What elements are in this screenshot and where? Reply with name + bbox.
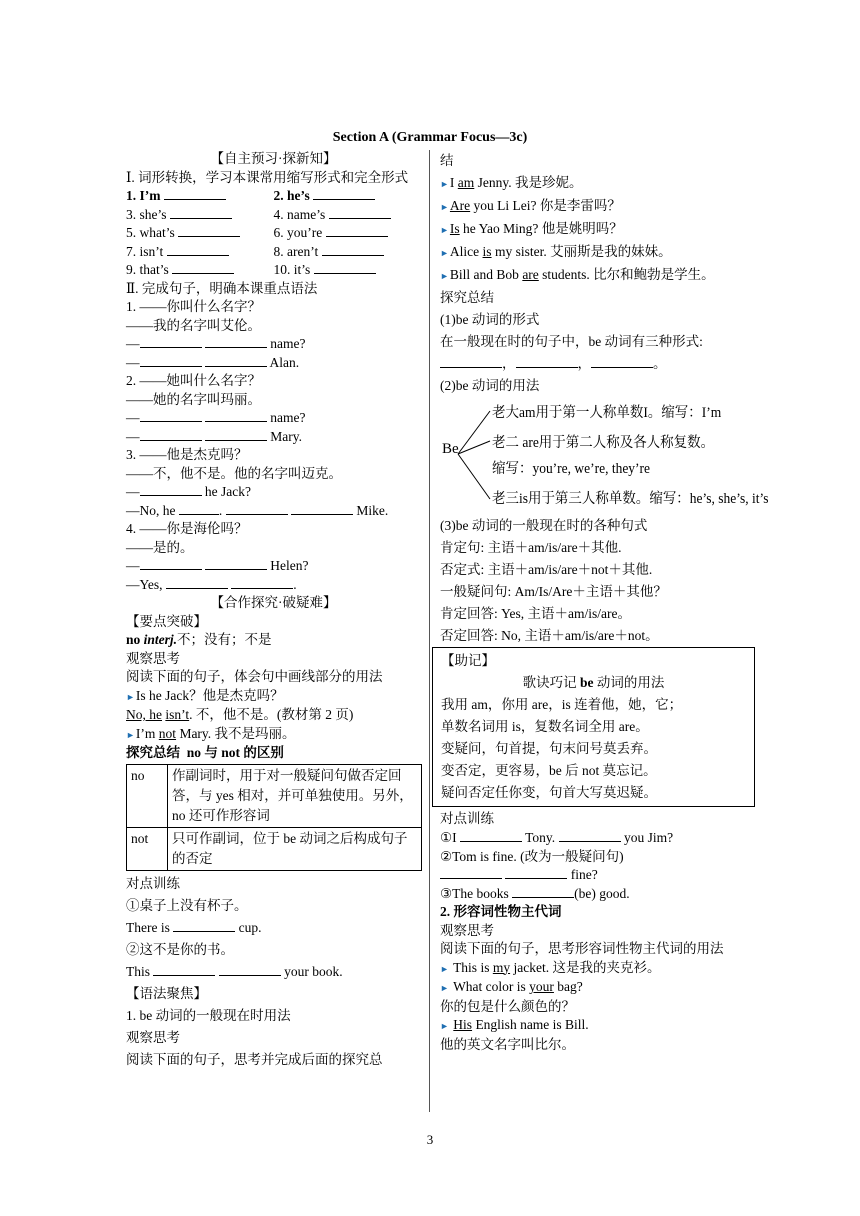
word-item: 1. I’m [126,188,161,203]
answer-blank[interactable] [326,224,388,237]
answer-blank[interactable] [512,885,574,898]
left-column [126,150,421,1071]
prompt-text: This [126,963,151,979]
sentence-text: my sister. 艾丽斯是我的妹妹。 [491,244,672,259]
answer-blank[interactable] [205,409,267,422]
question-2-answer-cn: ——她的名字叫玛丽。 [126,391,261,407]
drill-2-cn: ②这不是你的书。 [126,941,234,957]
mnemonic-line: 变否定，更容易，be 后 not 莫忘记。 [441,763,657,778]
mnemonic-title: 【助记】 [441,653,495,668]
triangle-bullet-icon: ► [440,202,449,212]
summary-label: 探究总结 [440,290,494,305]
pattern-negative: 否定式: 主语＋am/is/are＋not＋其他. [440,562,653,577]
subtitle-text: 动词的用法 [593,675,665,690]
form-3-title: (3)be 动词的一般现在时的各种句式 [440,518,648,533]
example-sentence [126,687,421,707]
sentence-text: bag? [553,979,583,994]
diagram-line-are: 老二 are用于第二人称及各人称复数。 [492,435,715,451]
example-sentence [440,195,745,218]
observe-text: 阅读下面的句子，思考并完成后面的探究总 [126,1051,383,1067]
pattern-yes-answer: 肯定回答: Yes, 主语＋am/is/are。 [440,606,631,621]
answer-blank[interactable] [322,243,384,256]
no-not-table [126,764,422,871]
word-item: 9. that’s [126,262,169,277]
underlined-text: Is [449,221,460,236]
answer-blank[interactable] [314,261,376,274]
headword: no [126,632,141,647]
example-sentence [126,725,421,745]
answer-blank[interactable] [231,576,293,589]
form-1-text: 在一般现在时的句子中，be 动词有三种形式: ， ， 。 [440,334,703,371]
diagram-line-is: 老三is用于第三人称单数。缩写：he’s, she’s, it’s [492,491,769,507]
word-item: 7. isn’t [126,243,164,259]
answer-blank[interactable] [140,428,202,441]
question-2-line: — Mary. [126,428,302,444]
table-row [127,827,422,870]
mnemonic-line: 变疑问，句首提，句末问号莫丢弃。 [441,741,657,756]
answer-blank[interactable] [140,354,202,367]
prompt-text: fine? [570,867,598,882]
answer-blank[interactable] [205,557,267,570]
example-sentence [440,218,745,241]
question-4-line [126,576,421,595]
answer-blank[interactable] [205,335,267,348]
answer-blank[interactable] [173,919,235,932]
observe-text: 阅读下面的句子，体会句中画线部分的用法 [126,669,383,684]
underlined-text: your [529,979,554,994]
answer-blank[interactable] [460,829,522,842]
observe-label: 观察思考 [126,650,180,666]
prompt-text: . [293,576,297,592]
underlined-text: are [522,267,539,282]
sentence-text: Is he Jack？他是杰克吗？ [135,687,284,703]
prompt-text: Tony. [525,830,556,845]
answer-blank[interactable] [226,502,288,515]
drill-label: 对点训练 [440,811,494,826]
prompt-text: you Jim? [623,830,674,845]
example-translation: 你的包是什么颜色的？ [440,998,575,1014]
summary-label: 探究总结 [126,745,180,760]
diagram-line-am: 老大am用于第一人称单数I。缩写：I’m [492,405,722,421]
prompt-text: Helen? [270,558,309,573]
answer-blank[interactable] [178,224,240,237]
triangle-bullet-icon: ► [440,179,449,189]
question-1-line: — name? [126,336,306,351]
sentence-text: Alice [449,244,483,259]
observe-label: 观察思考 [126,1029,180,1045]
example-sentence [440,959,745,979]
word-row [126,224,421,243]
form-2-title: (2)be 动词的用法 [440,378,540,393]
example-sentence [440,1016,745,1036]
answer-blank[interactable] [516,355,578,368]
example-sentence [440,241,745,264]
sentence-text: you Li Lei? 你是李雷吗？ [470,198,621,213]
part1-list [126,187,421,280]
question-2-line: — name? [126,410,306,425]
underlined-text: No, he [126,707,162,722]
grammar-header: 【语法聚焦】 [126,985,207,1001]
continued-text: 结 [440,153,454,168]
answer-blank[interactable] [205,354,267,367]
word-row [126,206,421,225]
question-3-line [126,502,421,521]
answer-blank[interactable] [440,866,502,879]
pattern-no-answer: 否定回答: No, 主语＋am/is/are＋not。 [440,628,659,643]
prompt-text: he Jack? [204,484,251,499]
sentence-text: 在一般现在时的句子中，be 动词有三种形式: [440,334,703,349]
sentence-text: English name is Bill. [472,1017,589,1032]
word-item: 10. it’s [273,262,311,277]
sentence-text: . 不，他不是。(教材第 2 页) [189,707,354,722]
example-translation: 他的英文名字叫比尔。 [440,1036,575,1052]
triangle-bullet-icon: ► [440,248,449,258]
be-usage-diagram [440,399,769,513]
underlined-text: is [482,244,492,259]
prompt-text: cup. [238,919,262,935]
drill-2: ②Tom is fine. (改为一般疑问句) [440,848,624,864]
table-desc: 只可作副词，位于 be 动词之后构成句子的否定 [168,827,422,870]
summary-line [126,744,421,763]
word-row [126,261,421,280]
sentence-text: Jenny. 我是珍妮。 [474,175,583,190]
mnemonic-line: 单数名词用 is，复数名词全用 are。 [441,719,649,734]
question-4-line: — Helen? [126,558,309,573]
section-title: Section A (Grammar Focus—3c) [332,130,528,145]
drill-2-en [126,961,421,983]
table-row [127,764,422,827]
underlined-text: Are [449,198,471,213]
subtitle-text: 歌诀巧记 [522,675,580,690]
page-number: 3 [426,1132,434,1147]
word-item: 8. aren’t [273,243,319,259]
answer-blank[interactable] [179,502,219,515]
table-key: no [127,764,168,827]
answer-blank[interactable] [291,502,353,515]
prompt-text: (be) good. [574,885,630,901]
answer-blank[interactable] [140,409,202,422]
question-1-line: — Alan. [126,354,300,370]
answer-blank[interactable] [205,428,267,441]
diagram-line-are-contractions: 缩写：you’re, we’re, they’re [492,461,651,477]
word-item: 4. name’s [273,206,326,222]
word-item: 2. he’s [273,188,310,203]
preview-header: 【自主预习·探新知】 [210,151,337,166]
part2-title: Ⅱ. 完成句子，明确本课重点语法 [126,280,318,296]
question-2-cn: 2. ——她叫什么名字？ [126,373,261,388]
answer-blank[interactable] [164,187,226,200]
mnemonic-line: 疑问否定任你变，句首大写莫迟疑。 [441,785,657,800]
drill-2-line [440,866,745,885]
column-divider [429,150,430,1112]
drill-1-cn: ①桌子上没有杯子。 [126,897,248,913]
word-item: 5. what’s [126,225,175,240]
sentence-text: This is [453,959,493,975]
question-3-line: — he Jack? [126,484,251,499]
observe-text: 阅读下面的句子，思考形容词性物主代词的用法 [440,941,724,956]
prompt-text: —No, he [126,502,176,518]
answer-blank[interactable] [219,963,281,976]
sentence-text: he Yao Ming? 他是姚明吗？ [459,221,623,236]
meaning: 不；没有；不是 [177,632,272,647]
word-row [126,187,421,206]
underlined-text: my [492,959,511,975]
prompt-text: Mike. [356,502,389,518]
prompt-text: Alan. [269,354,300,370]
prompt-text: ③The books [440,885,509,901]
question-1-cn: 1. ——你叫什么名字？ [126,299,261,314]
sentence-text: students. 比尔和鲍勃是学生。 [538,267,715,282]
prompt-text: ①I [440,830,457,845]
drill-label: 对点训练 [126,875,180,891]
part-of-speech: interj. [143,632,178,647]
pattern-question: 一般疑问句: Am/Is/Are＋主语＋其他？ [440,584,667,599]
pattern-affirmative: 肯定句: 主语＋am/is/are＋其他. [440,540,622,555]
answer-blank[interactable] [153,963,215,976]
answer-blank[interactable] [172,261,234,274]
triangle-bullet-icon: ► [440,271,449,281]
answer-blank[interactable] [170,206,232,219]
prompt-text: . [218,502,223,518]
grammar-2-title: 2. 形容词性物主代词 [440,904,562,919]
answer-blank[interactable] [167,243,229,256]
mnemonic-subtitle [441,672,746,694]
no-definition [126,631,421,650]
triangle-bullet-icon: ► [440,963,449,974]
word-item: 6. you’re [273,225,323,240]
answer-blank[interactable] [505,866,567,879]
observe-label: 观察思考 [440,922,494,938]
example-sentence [440,978,745,998]
mnemonic-line: 我用 am，你用 are，is 连着他，她，它； [441,697,683,712]
key-points-header: 【要点突破】 [126,613,207,629]
answer-blank[interactable] [559,829,621,842]
summary-title: no 与 not 的区别 [186,745,284,760]
sentence-text: Bill and Bob [449,267,523,282]
answer-blank[interactable] [313,187,375,200]
prompt-text: name? [270,336,306,351]
explore-header: 【合作探究·破疑难】 [210,595,337,610]
question-4-cn: 4. ——你是海伦吗？ [126,521,248,536]
example-sentence [126,706,421,725]
table-desc: 作副词时，用于对一般疑问句做否定回答，与 yes 相对，并可单独使用。另外，no 还可作形容词 [168,764,422,827]
answer-blank[interactable] [329,206,391,219]
word-row [126,243,421,262]
answer-blank[interactable] [591,355,653,368]
right-column [440,150,769,1054]
prompt-text: your book. [284,963,343,979]
subtitle-bold: be [580,675,594,690]
prompt-text: There is [126,919,170,935]
question-4-answer-cn: ——是的。 [126,539,194,555]
sentence-text: What color is [453,979,530,994]
prompt-text: Mary. [270,428,302,444]
answer-blank[interactable] [140,557,202,570]
sentence-text: I’m [135,725,159,741]
answer-blank[interactable] [140,335,202,348]
part1-title: Ⅰ. 词形转换，学习本课常用缩写形式和完全形式 [126,169,409,185]
prompt-text: —Yes, [126,576,163,592]
form-1-title: (1)be 动词的形式 [440,312,540,327]
prompt-text: name? [270,410,306,425]
triangle-bullet-icon: ► [440,1021,449,1031]
question-3-cn: 3. ——他是杰克吗？ [126,447,248,462]
answer-blank[interactable] [440,355,502,368]
drill-3 [440,885,745,904]
underlined-text: not [158,725,177,741]
grammar-1-title: 1. be 动词的一般现在时用法 [126,1007,291,1023]
question-3-answer-cn: ——不，他不是。他的名字叫迈克。 [126,465,342,481]
triangle-bullet-icon: ► [440,983,449,993]
table-key: not [127,827,168,870]
question-1-answer-cn: ——我的名字叫艾伦。 [126,317,261,333]
drill-1 [440,829,745,848]
sentence-text: jacket. 这是我的夹克衫。 [510,959,661,975]
underlined-text: am [457,175,475,190]
answer-blank[interactable] [140,483,202,496]
triangle-bullet-icon: ► [126,729,135,740]
mnemonic-box [432,647,755,807]
sentence-text: I [449,175,458,190]
answer-blank[interactable] [166,576,228,589]
sentence-text: Mary. 我不是玛丽。 [176,725,296,741]
drill-1-en [126,917,421,939]
word-item: 3. she’s [126,206,167,222]
triangle-bullet-icon: ► [126,691,135,702]
example-sentence [440,264,745,287]
example-sentence [440,172,745,195]
underlined-text: isn’t [165,707,190,722]
underlined-text: His [453,1017,473,1032]
triangle-bullet-icon: ► [440,225,449,235]
be-label: Be [442,441,459,457]
